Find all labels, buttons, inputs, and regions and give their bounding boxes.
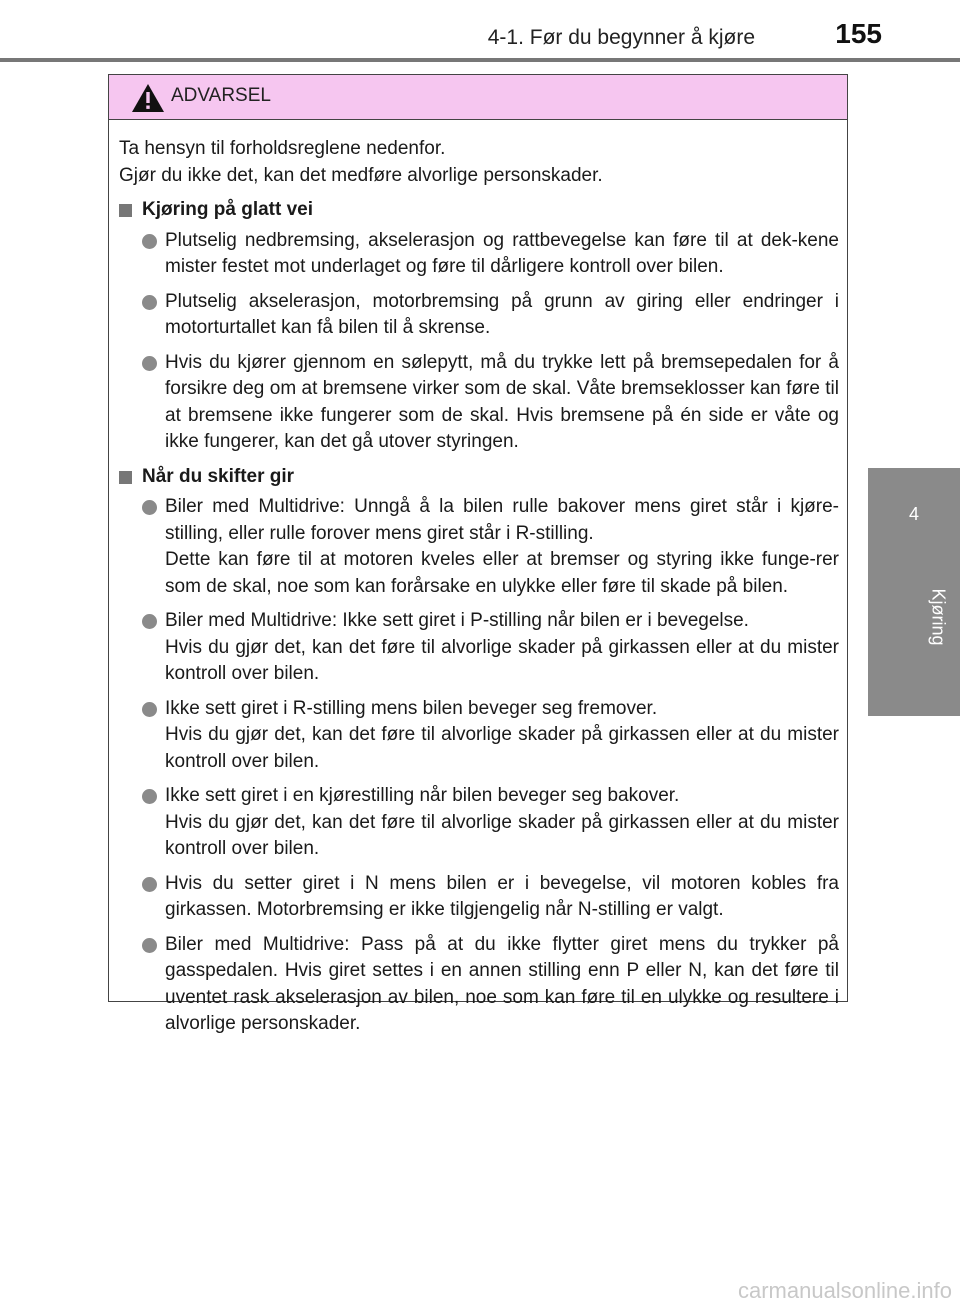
section-heading-text: Kjøring på glatt vei (142, 199, 314, 220)
list-item-text: Dette kan føre til at motoren kveles eller at bremser og styring ikke funge-rer som de skal, noe som kan forårsake en ulykke eller føre til skade på bilen. (165, 549, 839, 597)
list-item-text: Hvis du kjører gjennom en sølepytt, må du trykke lett på bremsepedalen for å forsikre deg om at bremsene virker som de skal. Våte bremseklosser kan føre til at bremsene ikke fungerer som de skal. Hvis bremsene på én side er våte og ikke fungerer, kan det gå utover styringen. (165, 351, 839, 452)
list-item (119, 608, 839, 688)
list-item-text: Biler med Multidrive: Unngå å la bilen rulle bakover mens giret står i kjøre-stilling, eller rulle forover mens giret står i R-stilling. (165, 496, 839, 544)
section-title: 4-1. Før du begynner å kjøre (487, 26, 755, 49)
list-item-text: Hvis du setter giret i N mens bilen er i bevegelse, vil motoren kobles fra girkassen. Motorbremsing er ikke tilgjengelig når N-stilling er valgt. (165, 872, 839, 920)
list-item (119, 350, 839, 456)
list-item-text: Biler med Multidrive: Ikke sett giret i P-stilling når bilen er i bevegelse. (165, 610, 749, 631)
list-item-text: Ikke sett giret i R-stilling mens bilen beveger seg fremover. (165, 697, 658, 719)
page-number: 155 (835, 18, 882, 49)
chapter-tab (868, 468, 960, 716)
round-bullet-icon (142, 356, 157, 371)
watermark: carmanualsonline.info (737, 1278, 952, 1303)
list-item (119, 932, 839, 1038)
list-item (119, 494, 839, 600)
round-bullet-icon (142, 614, 157, 629)
section-heading (119, 464, 839, 491)
section-heading-text: Når du skifter gir (142, 465, 295, 487)
list-item (119, 783, 839, 863)
intro-line: Ta hensyn til forholdsreglene nedenfor. (119, 138, 446, 159)
round-bullet-icon (142, 789, 157, 804)
round-bullet-icon (142, 877, 157, 892)
list-item-text: Ikke sett giret i en kjørestilling når bilen beveger seg bakover. (165, 785, 680, 806)
round-bullet-icon (142, 500, 157, 515)
intro-line: Gjør du ikke det, kan det medføre alvorlige personskader. (119, 164, 603, 186)
square-bullet-icon (119, 471, 132, 484)
warning-box (108, 74, 848, 1034)
warning-header (109, 75, 847, 120)
warning-title: ADVARSEL (171, 85, 271, 106)
round-bullet-icon (142, 295, 157, 310)
warning-body (109, 120, 847, 1038)
round-bullet-icon (142, 702, 157, 717)
warning-triangle-icon (131, 83, 165, 113)
chapter-label: Kjøring (928, 588, 949, 646)
list-item (119, 228, 839, 281)
warning-intro (119, 136, 839, 189)
list-item-text: Hvis du gjør det, kan det føre til alvorlige skader på girkassen eller at du mister kontroll over bilen. (165, 724, 839, 772)
list-item (119, 696, 839, 776)
list-item-text: Hvis du gjør det, kan det føre til alvorlige skader på girkassen eller at du mister kontroll over bilen. (165, 636, 839, 684)
list-item-text: Plutselig nedbremsing, akselerasjon og rattbevegelse kan føre til at dek-kene mister festet mot underlaget og føre til dårligere kontroll over bilen. (165, 229, 839, 277)
list-item (119, 289, 839, 342)
section-heading (119, 197, 839, 224)
list-item (119, 871, 839, 924)
chapter-number: 4 (908, 504, 919, 524)
page-header (0, 0, 960, 60)
list-item-text: Hvis du gjør det, kan det føre til alvorlige skader på girkassen eller at du mister kontroll over bilen. (165, 811, 839, 859)
round-bullet-icon (142, 938, 157, 953)
round-bullet-icon (142, 234, 157, 249)
list-item-text: Biler med Multidrive: Pass på at du ikke flytter giret mens du trykker på gasspedalen. Hvis giret settes i en annen stilling enn P eller N, kan det føre til uventet rask akselerasjon av bilen, noe som kan føre til en ulykke og resultere i alvorlige personskader. (165, 933, 839, 1034)
list-item-text: Plutselig akselerasjon, motorbremsing på grunn av giring eller endringer i motorturtallet kan få bilen til å skrense. (165, 290, 839, 338)
header-rule (0, 58, 960, 62)
square-bullet-icon (119, 204, 132, 217)
